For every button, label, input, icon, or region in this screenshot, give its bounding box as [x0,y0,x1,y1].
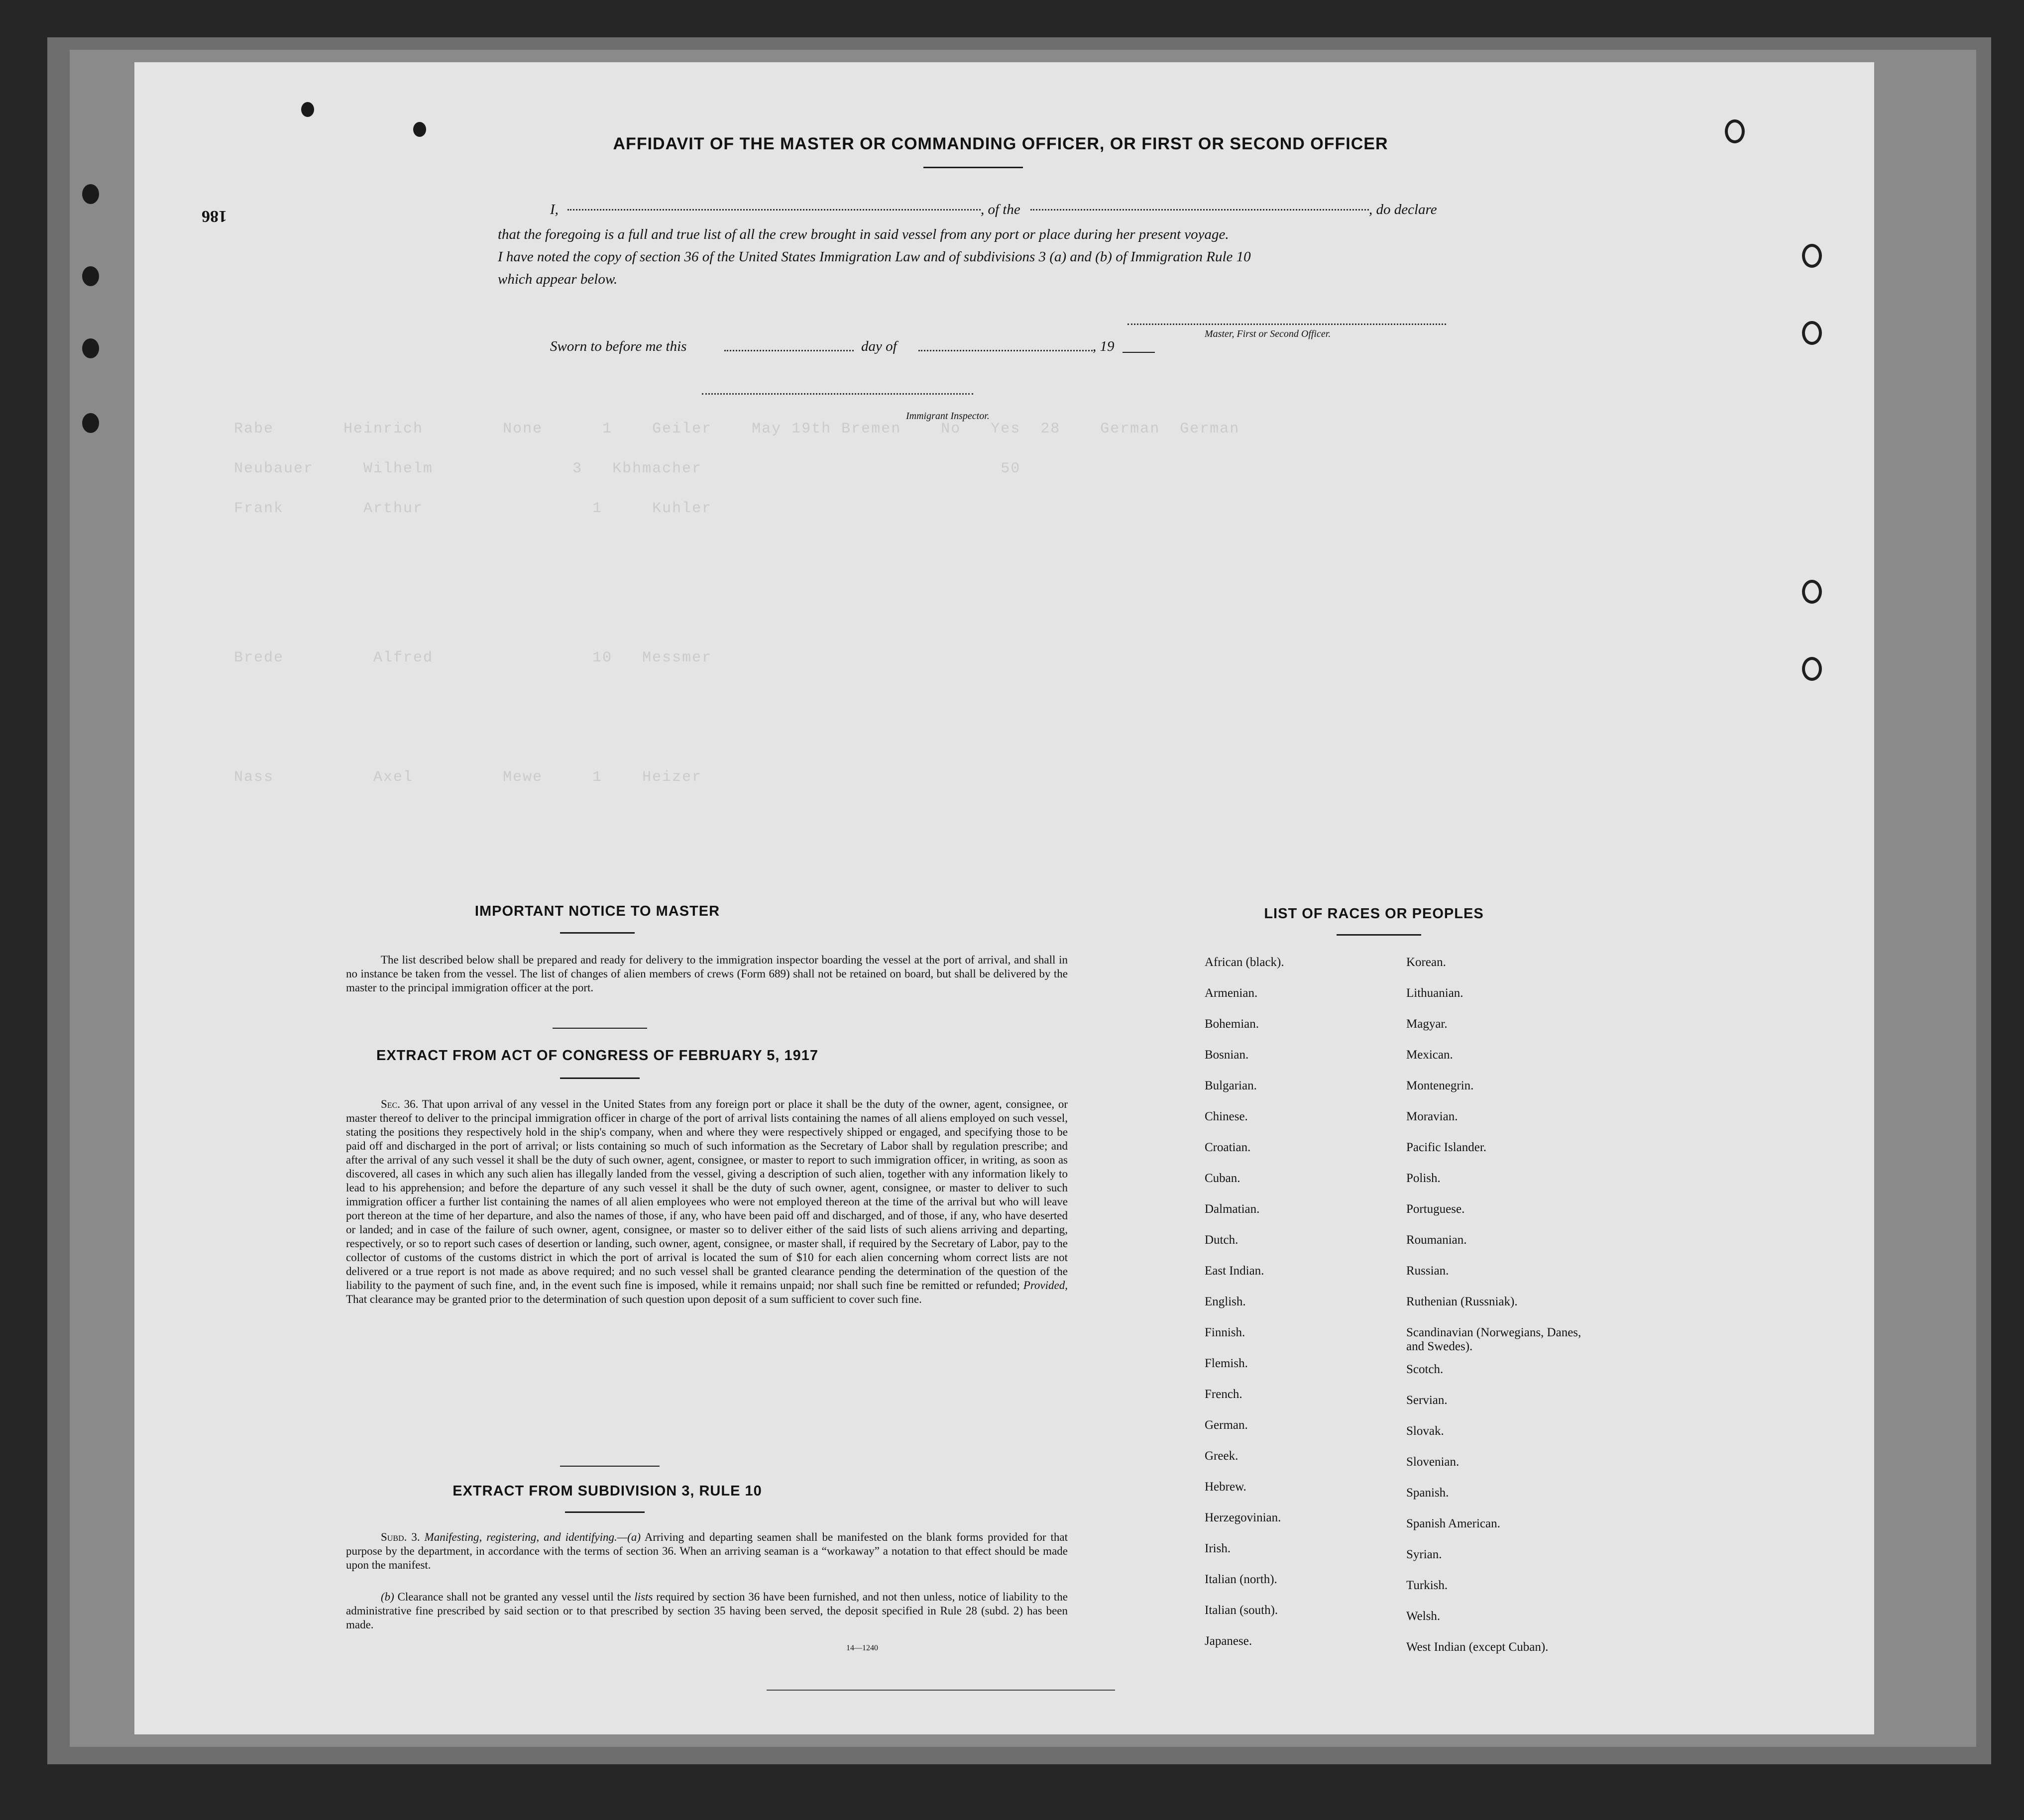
race-item: Flemish. [1205,1357,1248,1370]
race-item: Dutch. [1205,1233,1238,1247]
race-item: Spanish American. [1406,1517,1500,1530]
punch-hole [1802,321,1822,345]
act-extract-title: EXTRACT FROM ACT OF CONGRESS OF FEBRUARY 5, 1917 [376,1048,819,1064]
race-item: Finnish. [1205,1326,1245,1339]
title-underline [923,167,1023,168]
bleed-through-text: Rabe Heinrich None 1 Geiler May 19th Bremen No Yes 28 German German [234,421,1240,437]
punch-hole [82,184,99,204]
race-item: Lithuanian. [1406,986,1463,1000]
race-item: Russian. [1406,1264,1449,1278]
race-item: Armenian. [1205,986,1258,1000]
subd-heading: Manifesting, registering, and identifying.—(a) [424,1531,641,1543]
day-blank [724,350,854,351]
affidavit-i-label: I, [550,202,559,217]
races-title: LIST OF RACES OR PEOPLES [1264,906,1484,922]
bleed-through-text: Frank Arthur 1 Kuhler [234,500,712,517]
manifest-page [134,62,1874,1734]
sworn-label: Sworn to before me this [550,338,687,354]
race-item: Polish. [1406,1172,1441,1185]
subd-label: Subd. 3. [381,1531,420,1543]
races-underline [1337,934,1421,936]
rule-extract-underline [565,1511,645,1513]
affidavit-of-the: , of the [981,202,1020,217]
race-item: Croatian. [1205,1141,1251,1154]
punch-hole [1802,580,1822,604]
punch-hole [1725,119,1745,143]
subd-b-pre: Clearance shall not be granted any vessel until the [397,1591,631,1603]
race-item: Italian (south). [1205,1604,1278,1617]
vessel-blank [1030,209,1369,211]
race-item: Slovenian. [1406,1455,1460,1469]
race-item: Magyar. [1406,1017,1448,1031]
form-number: 14—1240 [846,1644,878,1652]
race-item: East Indian. [1205,1264,1264,1278]
race-item: German. [1205,1418,1248,1432]
provided-label: Provided, [1023,1279,1068,1291]
act-extract-underline [560,1077,640,1079]
race-item: Scandinavian (Norwegians, Danes, and Swedes). [1406,1326,1581,1353]
punch-hole [82,338,99,358]
name-blank [567,209,981,211]
race-item: West Indian (except Cuban). [1406,1640,1549,1654]
punch-hole [82,266,99,286]
affidavit-line-1: that the foregoing is a full and true list of all the crew brought in said vessel from any port or place during her present voyage. [498,226,1229,242]
race-item: Ruthenian (Russniak). [1406,1295,1518,1308]
bleed-through-text: Brede Alfred 10 Messmer [234,649,712,666]
race-item: Pacific Islander. [1406,1141,1487,1154]
affidavit-line-2: I have noted the copy of section 36 of the United States Immigration Law and of subdivisions 3 (a) and (b) of Immigration Rule 10 [498,249,1251,265]
notice-text: The list described below shall be prepared and ready for delivery to the immigration inspector boarding the vessel at the port of arrival, and shall in no instance be taken from the vessel. The list of changes of alien members of crews (Form 689) shall not be retained on board, but shall be delivered by the master to the principal immigration officer at the port. [346,954,1068,994]
subd-a-text: Arriving and departing seamen shall be manifested on the blank forms provided for that purpose by the department, in accordance with the terms of section 36. When an arriving seaman is a “workaway” a notation to that effect should be made upon the manifest. [346,1531,1068,1571]
race-item: Moravian. [1406,1110,1458,1123]
race-item: Turkish. [1406,1579,1448,1592]
race-item: Dalmatian. [1205,1202,1260,1216]
race-item: Japanese. [1205,1634,1252,1648]
affidavit-do-declare: , do declare [1369,202,1437,217]
inspector-caption: Immigrant Inspector. [906,411,990,422]
bleed-through-text: Nass Axel Mewe 1 Heizer [234,769,702,786]
year-prefix: , 19 [1093,338,1115,354]
race-item: Greek. [1205,1449,1238,1463]
race-item: Italian (north). [1205,1573,1277,1586]
race-item: Cuban. [1205,1172,1240,1185]
race-item: African (black). [1205,956,1284,969]
race-item: Servian. [1406,1393,1448,1407]
race-item: Scotch. [1406,1363,1444,1376]
race-item: Portuguese. [1406,1202,1465,1216]
race-item: Montenegrin. [1406,1079,1474,1092]
race-item: Korean. [1406,956,1446,969]
punch-hole [1802,657,1822,681]
race-item: Herzegovinian. [1205,1511,1281,1524]
master-signature-line [1127,323,1446,325]
race-item: Roumanian. [1406,1233,1467,1247]
bleed-through-text: Neubauer Wilhelm 3 Kbhmacher 50 [234,460,1021,477]
bottom-rule [767,1690,1115,1691]
month-blank [918,350,1093,351]
section-36-body: That upon arrival of any vessel in the United States from any foreign port or place it shall be the duty of the owner, agent, consignee, or master thereof to deliver to the principal immigration officer in charge of the port of arrival lists containing the names of all aliens employed on such vessel, stating the positions they respectively hold in the ship's company, when and where they were respectively shipped or engaged, and specifying those to be paid off and discharged in the port of arrival; or lists containing so much of such information as the Secretary of Labor shall by regulation prescribe; and after the arrival of any such vessel it shall be the duty of such owner, agent, consignee, or master to report to such immigration officer, in writing, as soon as discovered, all cases in which any such alien has illegally landed from the vessel, giving a description of such alien, together with any information likely to lead to his apprehension; and before the departure of any such vessel it shall be the duty of such owner, agent, consignee, or master to deliver to such immigration officer a further list containing the names of all alien employees who were not employed thereon at the time of the arrival but who will leave port thereon at the time of her departure, and also the names of those, if any, who have been paid off and discharged, and of those, if any, who have deserted or landed; and in case of the failure of such owner, agent, consignee, or master so to deliver either of the said lists of such aliens arriving and departing, respectively, or so to report such cases of desertion or landing, such owner, agent, consignee, or master shall, if required by the Secretary of Labor, pay to the collector of customs of the customs district in which the port of arrival is located the sum of $10 for each alien concerning whom correct lists are not delivered or a true report is not made as above required; and no such vessel shall be granted clearance pending the determination of the question of the liability to the payment of such fine, and, in the event such fine is imposed, while it remains unpaid; nor shall such fine be remitted or refunded; [346,1098,1068,1291]
race-item: Spanish. [1406,1486,1449,1499]
race-item: English. [1205,1295,1246,1308]
punch-hole [413,122,426,137]
rule-subdivision-a [346,1530,1068,1572]
section-36-end: That clearance may be granted prior to the determination of such question upon deposit of a sum sufficient to cover such fine. [346,1293,922,1305]
race-item: Bulgarian. [1205,1079,1257,1092]
race-item: Slovak. [1406,1424,1444,1438]
lists-word: lists [634,1591,653,1603]
section-divider [560,1466,660,1467]
rule-extract-title: EXTRACT FROM SUBDIVISION 3, RULE 10 [452,1483,762,1499]
race-item: Syrian. [1406,1548,1442,1561]
race-item: Welsh. [1406,1609,1441,1623]
affidavit-line-3: which appear below. [498,271,618,287]
race-item: Hebrew. [1205,1480,1246,1494]
rule-subdivision-b [346,1590,1068,1632]
race-item: Bohemian. [1205,1017,1259,1031]
section-divider [553,1028,647,1029]
race-item: Irish. [1205,1542,1231,1555]
punch-hole [82,413,99,433]
subd-b-label: (b) [381,1591,394,1603]
section-36-text [346,1097,1068,1306]
subd-b-post: required by section 36 have been furnished, and not then unless, notice of liability to the administrative fine prescribed by said section or to that prescribed by section 35 having been served, the deposit specified in Rule 28 (subd. 2) has been made. [346,1591,1068,1631]
race-item: Bosnian. [1205,1048,1249,1062]
section-label: Sec. 36. [381,1098,419,1110]
year-blank [1123,352,1155,353]
inspector-signature-line [702,393,973,395]
notice-underline [560,932,635,934]
day-of-label: day of [861,338,897,354]
affidavit-title: AFFIDAVIT OF THE MASTER OR COMMANDING OFFICER, OR FIRST OR SECOND OFFICER [613,134,1388,153]
notice-title: IMPORTANT NOTICE TO MASTER [474,903,720,919]
race-item: Chinese. [1205,1110,1248,1123]
master-caption: Master, First or Second Officer. [1205,328,1331,339]
race-item: Mexican. [1406,1048,1453,1062]
punch-hole [1802,244,1822,268]
race-item: French. [1205,1388,1242,1401]
punch-hole [301,102,314,117]
margin-number: 186 [202,207,227,225]
